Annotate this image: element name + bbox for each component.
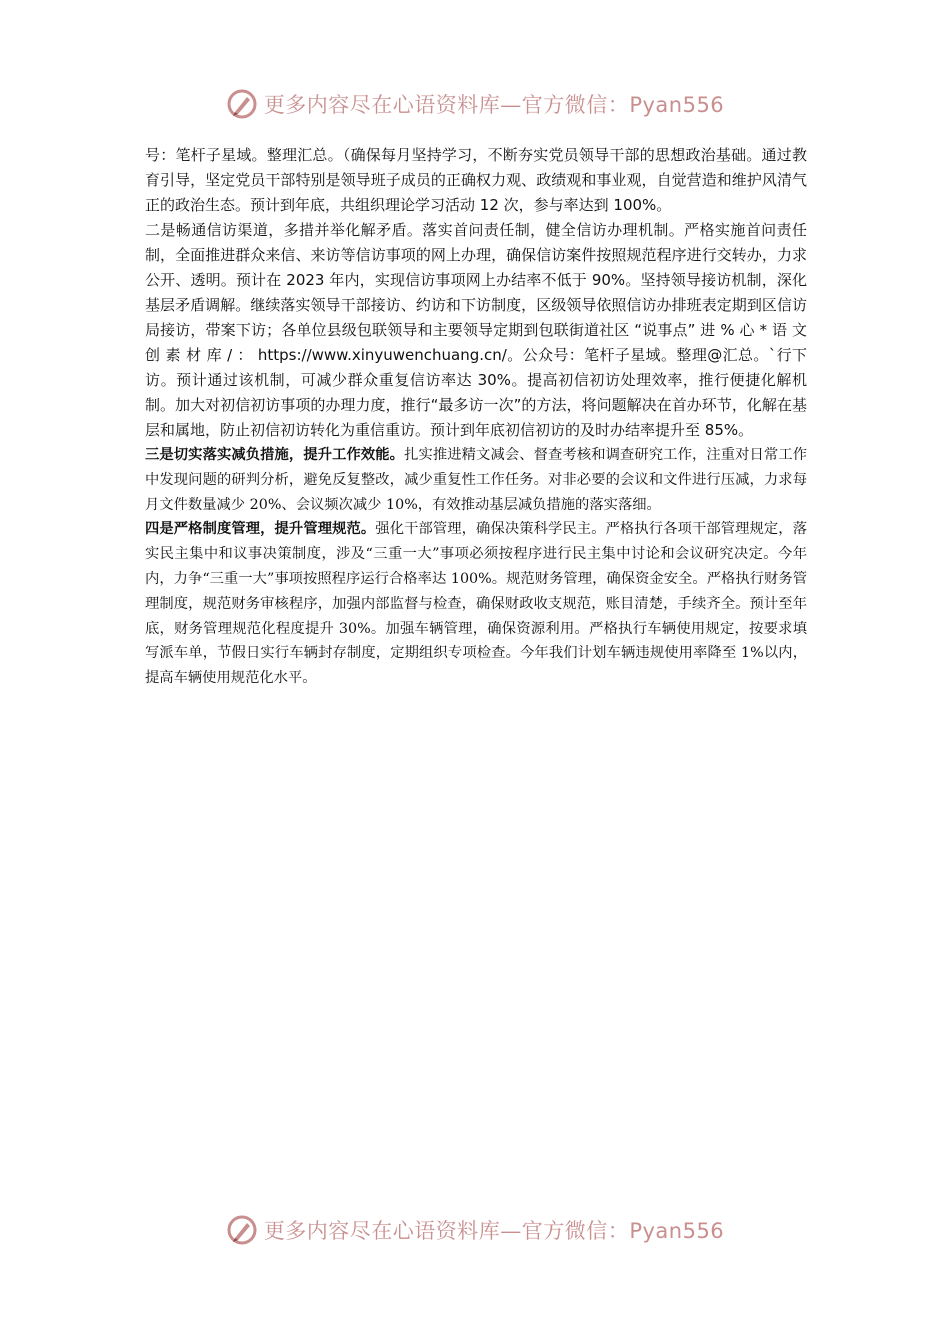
banner-text: 更多内容尽在心语资料库—官方微信：Pyan556 xyxy=(263,93,725,117)
paragraph-4: 四是严格制度管理，提升管理规范。强化干部管理，确保决策科学民主。严格执行各项干部管理规定，落实民主集中和议事决策制度，涉及“三重一大”事项必须按程序进行民主集中讨论和会议研究决定。今年内，力争“三重一大”事项按照程序运行合格率达 100%。规范财务管理，确保资金安全。严格执行财务管理制度，规范财务审核程序，加强内部监督与检查，确保财政收支规范，账目清楚，手续齐全。预计至年底，财务管理规范化程度提升 30%。加强车辆管理，确保资源利用。严格执行车辆使用规定，按要求填写派车单，节假日实行车辆封存制度，定期组织专项检查。今年我们计划车辆违规使用率降至 1%以内，提高车辆使用规范化水平。 xyxy=(145,521,807,687)
document-body xyxy=(145,143,807,691)
paragraph-1: 号：笔杆子星域。整理汇总。（确保每月坚持学习，不断夯实党员领导干部的思想政治基础。通过教育引导，坚定党员干部特别是领导班子成员的正确权力观、政绩观和事业观，自觉营造和维护风清气正的政治生态。预计到年底，共组织理论学习活动 12 次，参与率达到 100%。 xyxy=(145,146,807,214)
paragraph-3-lead: 三是切实落实减负措施，提升工作效能。 xyxy=(145,447,405,463)
footer-banner xyxy=(0,1208,950,1252)
header-banner xyxy=(0,82,950,126)
paragraph-4-lead: 四是严格制度管理，提升管理规范。 xyxy=(145,521,376,538)
wechat-id: Pyan556 xyxy=(629,1219,725,1243)
paragraph-2: 二是畅通信访渠道，多措并举化解矛盾。落实首问责任制，健全信访办理机制。严格实施首问责任制，全面推进群众来信、来访等信访事项的网上办理，确保信访案件按照规范程序进行交转办，力求公开、透明。预计在 2023 年内，实现信访事项网上办结率不低于 90%。坚持领导接访机制，深化基层矛盾调解。继续落实领导干部接访、约访和下访制度，区级领导依照信访办排班表定期到区信访局接访，带案下访；各单位县级包联领导和主要领导定期到包联街道社区 “说事点” 进 % 心 * 语 文 创 素 材 库 / ： https://www.xinyuwenchuang.cn/。公众号：笔杆子星域。整理@汇总。`行下访。预计通过该机制，可减少群众重复信访率达 30%。提高初信初访处理效率，推行便捷化解机制。加大对初信初访事项的办理力度，推行“最多访一次”的方法，将问题解决在首办环节，化解在基层和属地，防止初信初访转化为重信重访。预计到年底初信初访的及时办结率提升至 85%。 xyxy=(145,221,807,439)
banner-text: 更多内容尽在心语资料库—官方微信：Pyan556 xyxy=(263,1219,725,1243)
pen-in-circle-icon xyxy=(226,1214,258,1246)
paragraph-3: 三是切实落实减负措施，提升工作效能。扎实推进精文减会、督查考核和调查研究工作，注重对日常工作中发现问题的研判分析，避免反复整改，减少重复性工作任务。对非必要的会议和文件进行压减，力求每月文件数量减少 20%、会议频次减少 10%，有效推动基层减负措施的落实落细。 xyxy=(145,447,808,513)
pen-in-circle-icon xyxy=(226,88,258,120)
wechat-id: Pyan556 xyxy=(629,93,725,117)
